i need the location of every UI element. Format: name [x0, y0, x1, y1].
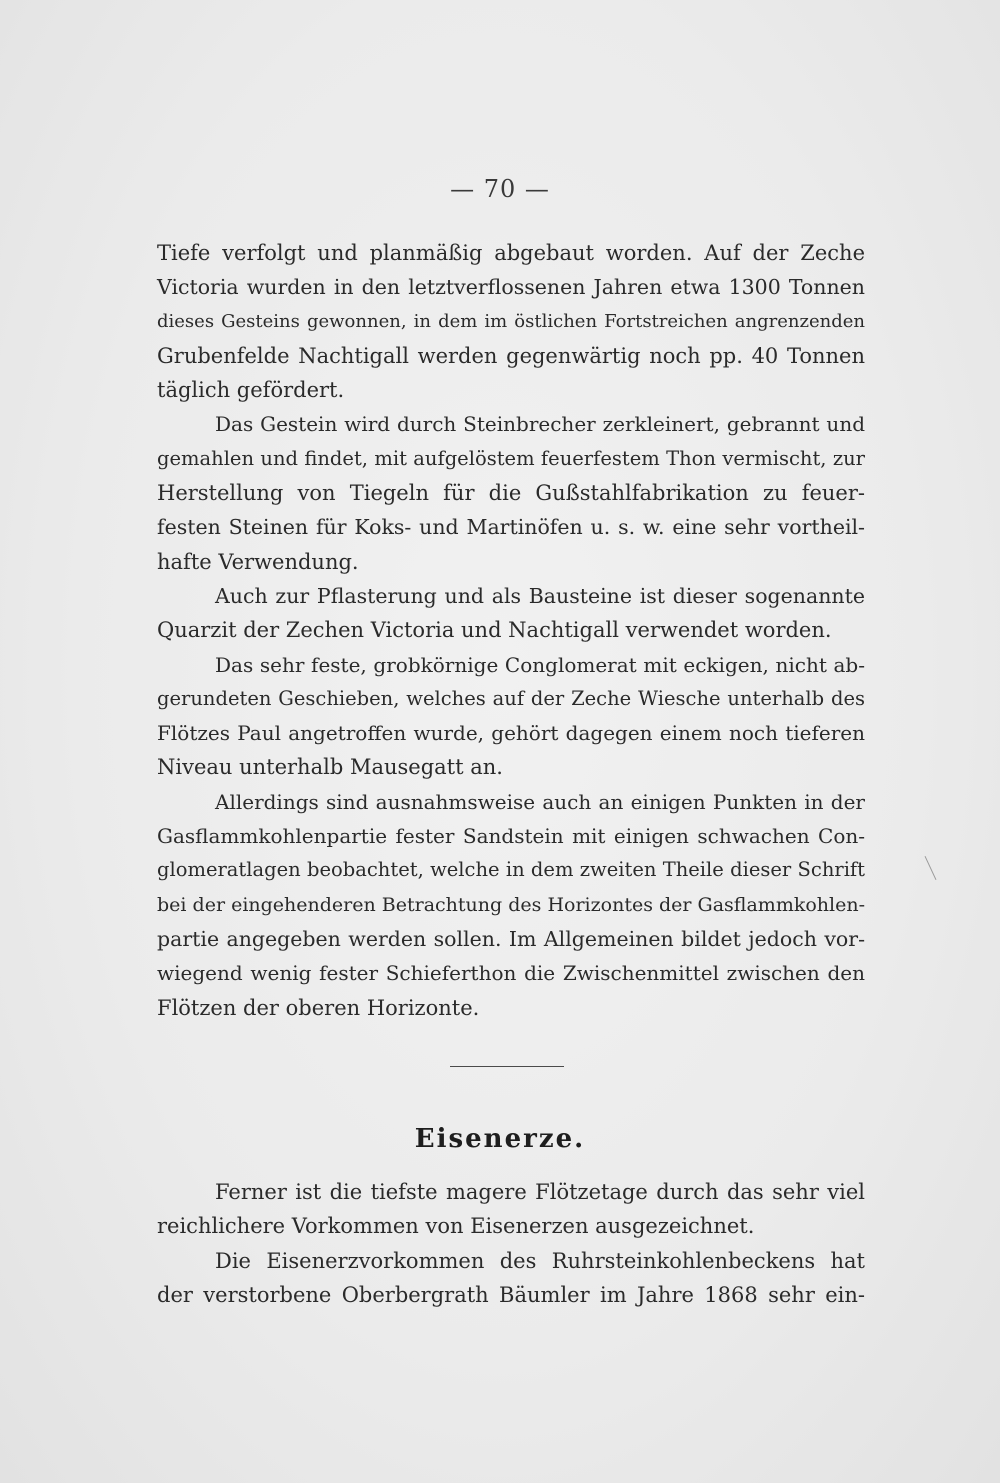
text-line: Flötzes Paul angetroffen wurde, gehört dagegen einem noch tieferen: [157, 721, 865, 746]
paragraph-start-line: Das Gestein wird durch Steinbrecher zerkleinert, gebrannt und: [215, 412, 865, 437]
section-divider: [450, 1066, 564, 1067]
page-number: — 70 —: [450, 175, 550, 203]
text-line: Victoria wurden in den letztverflossenen Jahren etwa 1300 Tonnen: [157, 275, 865, 300]
paragraph-start-line: Auch zur Pflasterung und als Bausteine ist dieser sogenannte: [215, 583, 865, 608]
text-line: bei der eingehenderen Betrachtung des Horizontes der Gasflammkohlen-: [157, 893, 865, 916]
text-line: wiegend wenig fester Schieferthon die Zwischenmittel zwischen den: [157, 961, 865, 986]
text-line: hafte Verwendung.: [157, 549, 359, 574]
paragraph-start-line: Die Eisenerzvorkommen des Ruhrsteinkohlenbeckens hat: [215, 1248, 865, 1273]
text-line: festen Steinen für Koks- und Martinöfen u. s. w. eine sehr vortheil-: [157, 515, 865, 540]
section-heading: Eisenerze.: [414, 1124, 586, 1154]
text-line: reichlichere Vorkommen von Eisenerzen ausgezeichnet.: [157, 1214, 755, 1239]
text-line: Tiefe verfolgt und planmäßig abgebaut worden. Auf der Zeche: [157, 241, 865, 265]
text-line: partie angegeben werden sollen. Im Allgemeinen bildet jedoch vor-: [157, 926, 865, 951]
text-line: täglich gefördert.: [157, 378, 345, 403]
section-text-block: [157, 1175, 865, 1312]
text-line: gerundeten Geschieben, welches auf der Zeche Wiesche unterhalb des: [157, 686, 865, 710]
text-line: gemahlen und findet, mit aufgelöstem feuerfestem Thon vermischt, zur: [157, 446, 865, 470]
text-line: der verstorbene Oberbergrath Bäumler im Jahre 1868 sehr ein-: [157, 1282, 865, 1307]
main-text-block: [157, 236, 865, 1025]
text-line: Herstellung von Tiegeln für die Gußstahlfabrikation zu feuer-: [157, 481, 865, 506]
text-line: Gasflammkohlenpartie fester Sandstein mit einigen schwachen Con-: [157, 824, 865, 849]
text-line: Flötzen der oberen Horizonte.: [157, 995, 480, 1020]
paragraph-start-line: Allerdings sind ausnahmsweise auch an einigen Punkten in der: [215, 789, 865, 814]
text-line: glomeratlagen beobachtet, welche in dem zweiten Theile dieser Schrift: [157, 858, 865, 882]
text-line: Niveau unterhalb Mausegatt an.: [157, 755, 503, 780]
paragraph-start-line: Das sehr feste, grobkörnige Conglomerat mit eckigen, nicht ab-: [215, 652, 865, 677]
paragraph-start-line: Ferner ist die tiefste magere Flötzetage durch das sehr viel: [215, 1180, 865, 1204]
text-line: Quarzit der Zechen Victoria und Nachtigall verwendet worden.: [157, 618, 832, 643]
text-line: Grubenfelde Nachtigall werden gegenwärtig noch pp. 40 Tonnen: [157, 343, 865, 368]
paper-speck: [925, 856, 937, 880]
text-line: dieses Gesteins gewonnen, in dem im östlichen Fortstreichen angrenzenden: [157, 310, 865, 332]
